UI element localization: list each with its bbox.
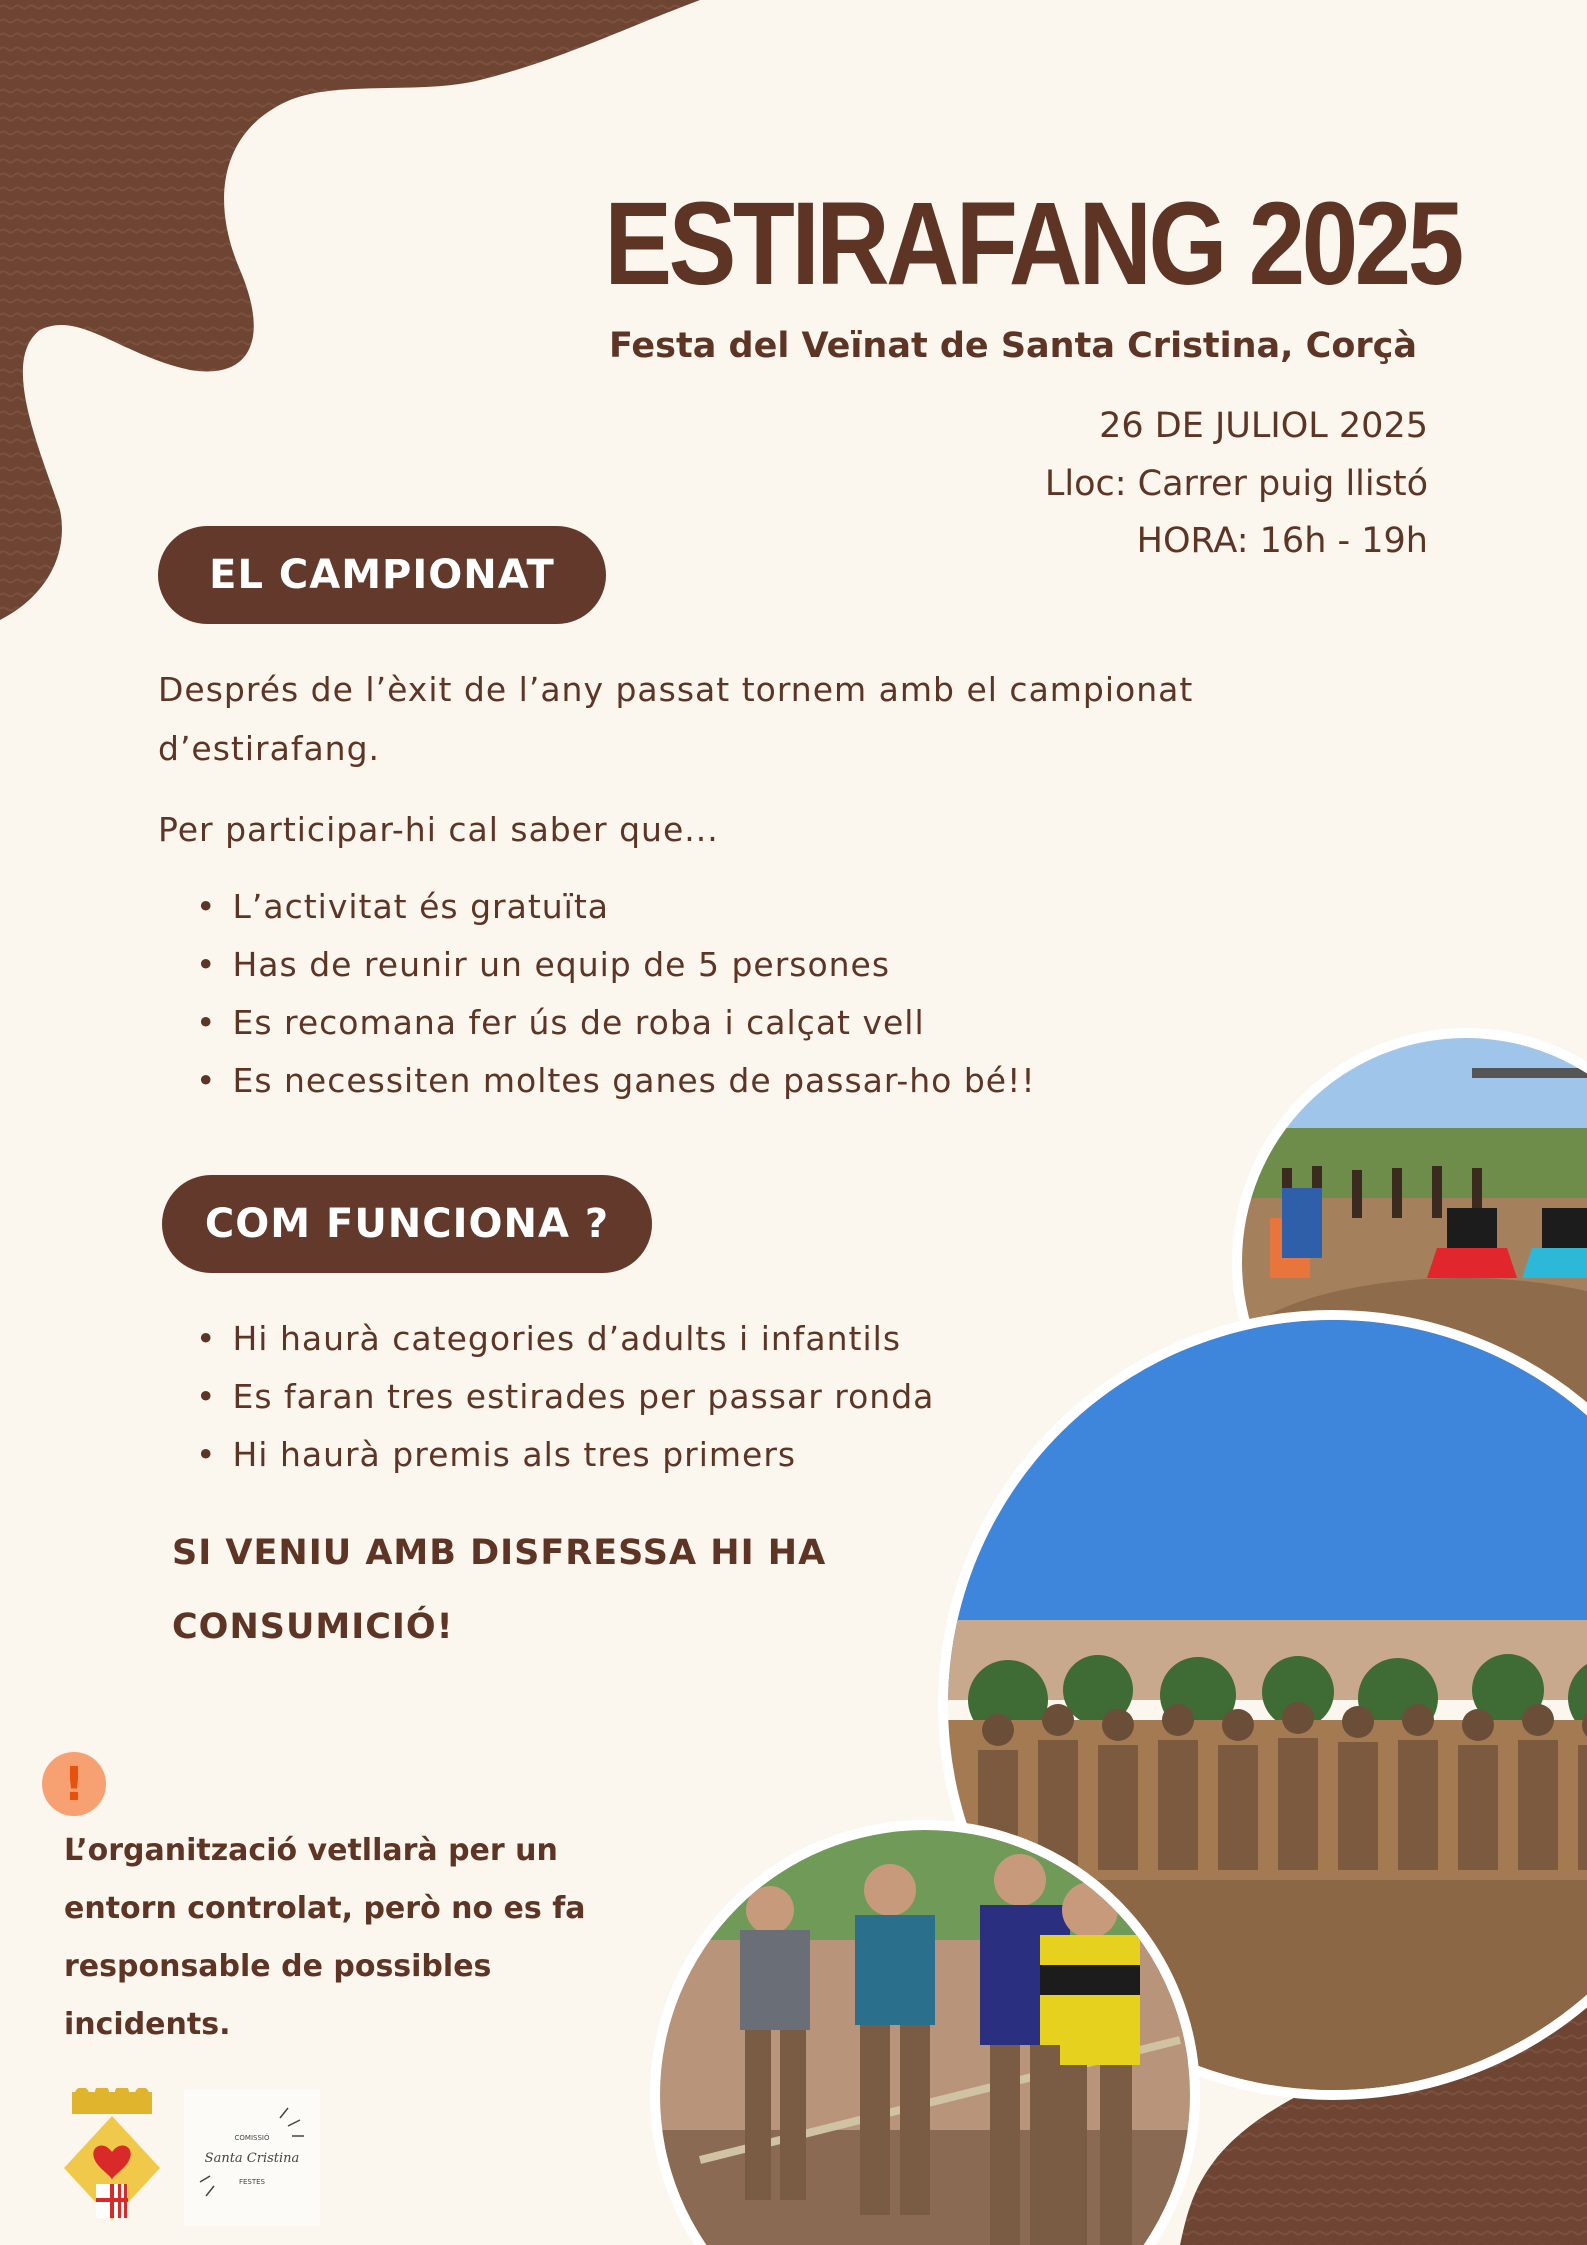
list-item: • Es necessiten moltes ganes de passar-ho bé!!: [196, 1052, 1036, 1110]
comissio-festes-logo: [184, 2090, 320, 2226]
rules-list: [196, 1310, 934, 1484]
list-item: • Hi haurà premis als tres primers: [196, 1426, 934, 1484]
requirements-list: [196, 878, 1036, 1110]
list-item: • L’activitat és gratuïta: [196, 878, 1036, 936]
logo-text-top: COMISSIÓ: [234, 2134, 270, 2142]
event-date: 26 DE JULIOL 2025: [1099, 406, 1428, 446]
list-item: • Has de reunir un equip de 5 persones: [196, 936, 1036, 994]
logo-text-bottom: FESTES: [238, 2178, 266, 2186]
exclamation-icon: !: [42, 1752, 106, 1816]
list-item: • Es recomana fer ús de roba i calçat vell: [196, 994, 1036, 1052]
list-item: • Hi haurà categories d’adults i infantils: [196, 1310, 934, 1368]
list-item: • Es faran tres estirades per passar ronda: [196, 1368, 934, 1426]
event-place: Lloc: Carrer puig llistó: [1044, 464, 1428, 504]
championship-lead: Per participar-hi cal saber que...: [158, 810, 719, 849]
page-title: ESTIRAFANG 2025: [604, 178, 1461, 310]
section-heading-how-it-works: COM FUNCIONA ?: [162, 1175, 652, 1273]
logo-text-main: Santa Cristina: [204, 2151, 300, 2166]
disclaimer-text: L’organització vetllarà per un entorn controlat, però no es fa responsable de possibles incidents.: [64, 1833, 586, 2042]
municipal-crest-logo: [60, 2088, 164, 2228]
section-heading-championship: EL CAMPIONAT: [158, 526, 606, 624]
event-time: HORA: 16h - 19h: [1136, 521, 1428, 561]
event-subtitle: Festa del Veïnat de Santa Cristina, Corçà: [608, 326, 1417, 366]
championship-intro: Després de l’èxit de l’any passat tornem amb el campionat d’estirafang.: [158, 670, 1194, 768]
costume-note: SI VENIU AMB DISFRESSA HI HA CONSUMICIÓ!: [172, 1533, 827, 1647]
